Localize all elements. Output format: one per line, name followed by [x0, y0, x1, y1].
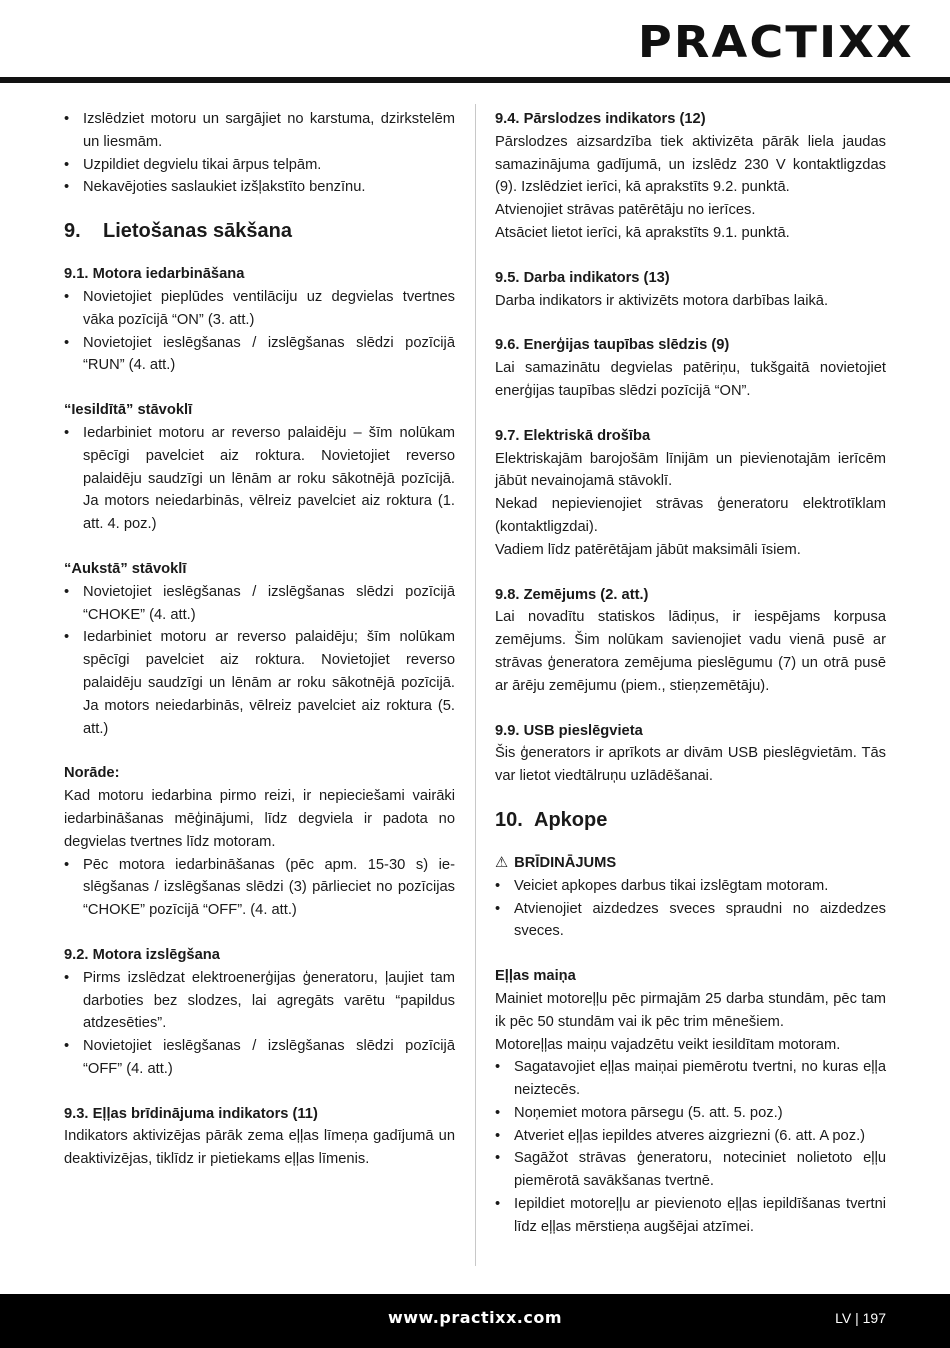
paragraph: Mainiet motoreļļu pēc pirmajām 25 darba stundām, pēc tam ik pēc 50 stundām vai ik pēc trim mēnešiem.	[495, 990, 886, 1030]
subsection-title-9-5: 9.5. Darba indikators (13)	[495, 269, 670, 286]
page-number-value: 197	[862, 1310, 886, 1326]
paragraph: Lai novadītu statiskos lādiņus, ir iespējams korpusa zemējums. Šim nolūkam savienojiet vadu vienā pusē ar strāvas ģeneratora zemējuma pieslēgumu (7) un otrā pusē ar ārēju zemējumu (piem., stieņzemētāju).	[495, 609, 886, 694]
section-number: 10.	[495, 808, 523, 831]
paragraph: Darba indikators ir aktivizēts motora darbības laikā.	[495, 292, 829, 309]
list-item: • Veiciet apkopes darbus tikai izslēgtam motoram.	[495, 875, 886, 898]
subsection-title-warm: “Iesildītā” stāvoklī	[64, 402, 193, 419]
page-number: LV | 197	[835, 1310, 886, 1326]
paragraph: Atsāciet lietot ierīci, kā aprakstīts 9.1. punktā.	[495, 224, 790, 241]
subsection-title-9-8: 9.8. Zemējums (2. att.)	[495, 586, 649, 603]
paragraph: Pārslodzes aizsardzība tiek aktivizēta pārāk liela jaudas samazinājuma gadījumā, un izslēdz 230 V kontaktligzdas (9). Izslēdziet ierīci, kā aprakstīts 9.2. punktā.	[495, 133, 886, 196]
list-item: • Nekavējoties saslaukiet izšļakstīto benzīnu.	[64, 176, 455, 199]
list-item: • Pēc motora iedarbināšanas (pēc apm. 15-30 s) ieslēgšanas / izslēgšanas slēdzi (3) pārlieciet no pozīcijas “CHOKE” pozīcijā “OFF”. (4. att.)	[64, 854, 455, 922]
subsection-title-9-4: 9.4. Pārslodzes indikators (12)	[495, 111, 706, 127]
list-item: • Novietojiet ieslēgšanas / izslēgšanas slēdzi pozīcijā “OFF” (4. att.)	[64, 1035, 455, 1081]
subsection-title-9-1: 9.1. Motora iedarbināšana	[64, 266, 245, 283]
list-item: • Pirms izslēdzat elektroenerģijas ģeneratoru, ļaujiet tam darboties bez slodzes, lai agregāts varētu “papildus atdzesēties”.	[64, 967, 455, 1035]
warning-triangle-icon: ⚠	[495, 854, 509, 871]
paragraph: Vadiem līdz patērētājam jābūt maksimāli īsiem.	[495, 541, 801, 558]
brand-logo: PRACTIXX	[638, 17, 914, 68]
language-code: LV	[835, 1310, 852, 1326]
subsection-title-9-9: 9.9. USB pieslēgvieta	[495, 722, 643, 739]
paragraph: Motoreļļas maiņu vajadzētu veikt iesildītam motoram.	[495, 1036, 841, 1053]
warning-title-text: BRĪDINĀJUMS	[514, 854, 617, 871]
paragraph: Atvienojiet strāvas patērētāju no ierīces.	[495, 202, 756, 219]
list-item: • Sagāžot strāvas ģeneratoru, noteciniet nolietoto eļļu piemērotā savākšanas tvertnē.	[495, 1147, 886, 1193]
list-item: • Atvienojiet aizdedzes sveces spraudni no aizdedzes sveces.	[495, 898, 886, 944]
note-text: Kad motoru iedarbina pirmo reizi, ir nepieciešami vairāki iedarbināšanas mēģinājumi, līdz degviela ir padota no degvielas tvertnes līdz motoram.	[64, 788, 455, 850]
list-item: • Novietojiet ieslēgšanas / izslēgšanas slēdzi pozīcijā “CHOKE” (4. att.)	[64, 581, 455, 627]
header-rule	[0, 77, 950, 83]
left-column	[64, 108, 455, 1171]
list-item: • Iedarbiniet motoru ar reverso palaidēju – šīm nolūkam spēcīgi pavelciet aiz roktura. Novietojiet reverso palaidēju saudzīgi un lēnām ar roku sākotnējā pozīcijā. Ja motors neiedarbinās, vēlreiz pavelciet aiz roktura (1. att. 4. poz.)	[64, 422, 455, 536]
subsection-title-9-7: 9.7. Elektriskā drošība	[495, 427, 651, 444]
list-item: • Iepildiet motoreļļu ar pievienoto eļļas iepildīšanas tvertni līdz eļļas mērstieņa augšējai atzīmei.	[495, 1193, 886, 1239]
subsection-title-cold: “Aukstā” stāvoklī	[64, 560, 187, 577]
bullet-list	[64, 286, 455, 377]
section-number: 9.	[64, 220, 81, 243]
section-heading-9	[64, 217, 455, 245]
subsection-title-9-6: 9.6. Enerģijas taupības slēdzis (9)	[495, 337, 730, 354]
list-item: • Novietojiet ieslēgšanas / izslēgšanas slēdzi pozīcijā “RUN” (4. att.)	[64, 332, 455, 378]
bullet-list	[64, 854, 455, 922]
paragraph: Elektriskajām barojošām līnijām un pievienotajām ierīcēm jābūt nevainojamā stāvoklī.	[495, 450, 886, 490]
section-heading-10	[495, 806, 886, 834]
list-item: • Uzpildiet degvielu tikai ārpus telpām.	[64, 154, 455, 177]
list-item: • Izslēdziet motoru un sargājiet no karstuma, dzirkstelēm un liesmām.	[64, 108, 455, 154]
column-divider	[475, 104, 476, 1266]
list-item: • Novietojiet pieplūdes ventilāciju uz degvielas tvertnes vāka pozīcijā “ON” (3. att.)	[64, 286, 455, 332]
bullet-list	[495, 1056, 886, 1238]
warning-title	[495, 852, 886, 875]
intro-bullet-list	[64, 108, 455, 199]
bullet-list	[64, 422, 455, 536]
note-title: Norāde:	[64, 765, 120, 782]
paragraph: Šis ģenerators ir aprīkots ar divām USB pieslēgvietām. Tās var lietot viedtālruņu uzlādēšanai.	[495, 745, 886, 785]
paragraph: Nekad nepievienojiet strāvas ģeneratoru elektrotīklam (kontaktligzdai).	[495, 496, 886, 535]
bullet-list	[495, 875, 886, 943]
section-title: Lietošanas sākšana	[103, 220, 292, 243]
paragraph: Indikators aktivizējas pārāk zema eļļas līmeņa gadījumā un deaktivizējas, tiklīdz ir pietiekams eļļas līmenis.	[64, 1128, 455, 1168]
paragraph: Lai samazinātu degvielas patēriņu, tukšgaitā novietojiet enerģijas taupības slēdzi pozīcijā “ON”.	[495, 360, 886, 399]
footer-url: www.practixx.com	[387, 1308, 563, 1327]
subsection-title-9-2: 9.2. Motora izslēgšana	[64, 946, 220, 963]
list-item: • Iedarbiniet motoru ar reverso palaidēju; šīm nolūkam spēcīgi pavelciet aiz roktura. Novietojiet reverso palaidēju saudzīgi un lēnām ar roku sākotnējā pozīcijā. Ja motors neiedarbinās, vēlreiz pavelciet aiz roktura (5. att.)	[64, 626, 455, 740]
list-item: • Noņemiet motora pārsegu (5. att. 5. poz.)	[495, 1102, 886, 1125]
subsection-title-9-3: 9.3. Eļļas brīdinājuma indikators (11)	[64, 1105, 318, 1122]
section-title: Apkope	[534, 808, 608, 831]
list-item: • Atveriet eļļas iepildes atveres aizgriezni (6. att. A poz.)	[495, 1125, 886, 1148]
subsection-title-oil: Eļļas maiņa	[495, 968, 576, 985]
page-footer	[0, 1294, 950, 1348]
right-column	[495, 108, 886, 1239]
bullet-list	[64, 581, 455, 741]
bullet-list	[64, 967, 455, 1081]
list-item: • Sagatavojiet eļļas maiņai piemērotu tvertni, no kuras eļļa neiztecēs.	[495, 1056, 886, 1102]
